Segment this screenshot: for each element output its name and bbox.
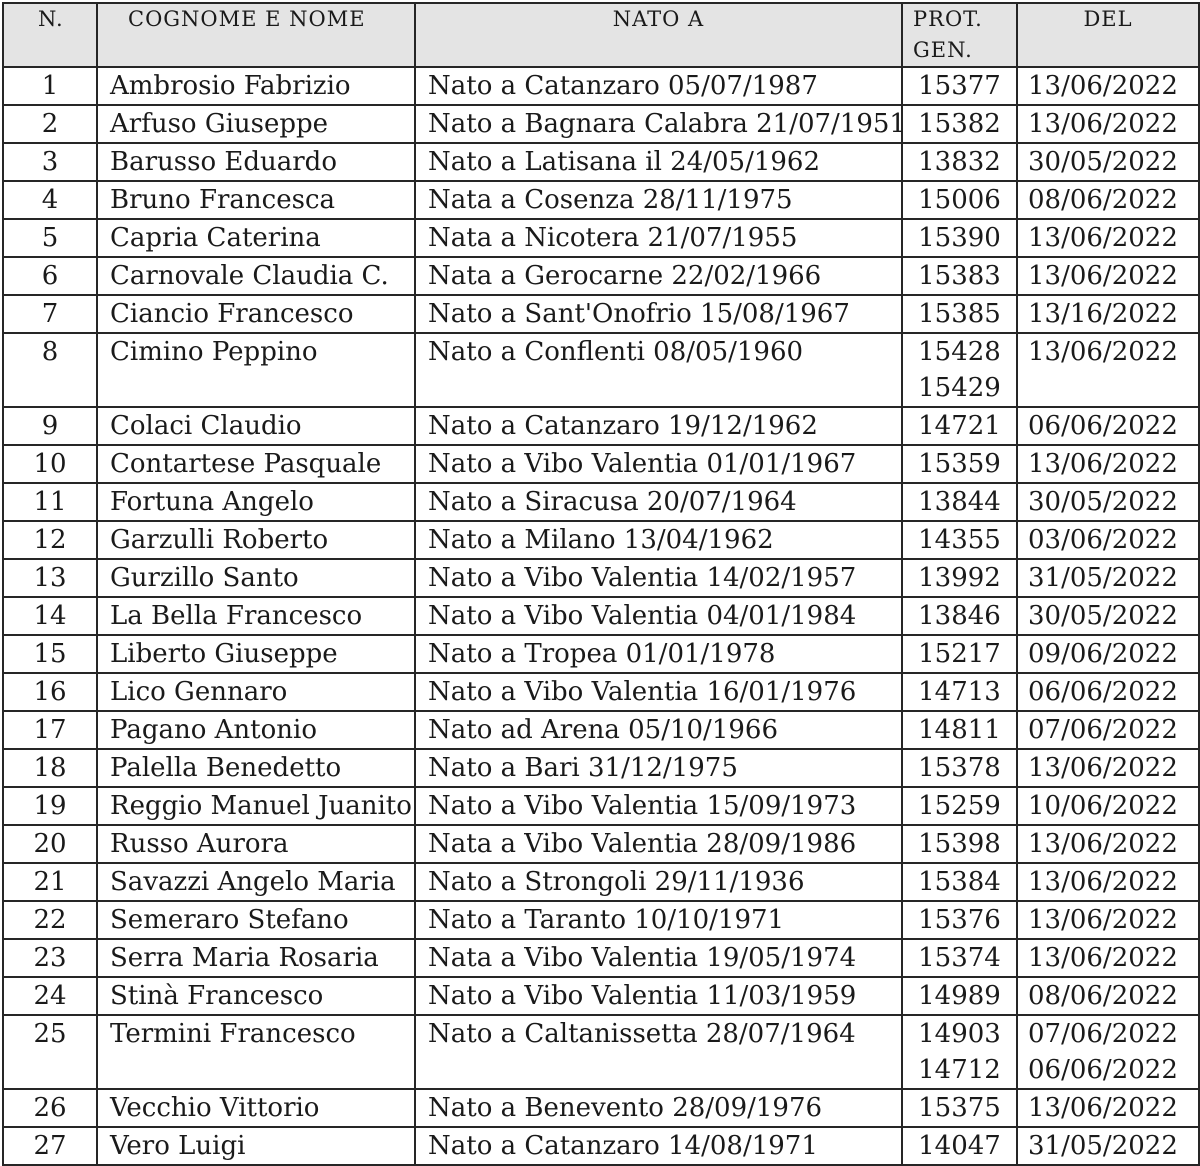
birth-info: Nato a Catanzaro 14/08/1971 [415, 1127, 902, 1165]
protocol-date-line: 31/05/2022 [1028, 1131, 1178, 1161]
protocol-date [1017, 407, 1199, 445]
person-name: Bruno Francesca [97, 181, 415, 219]
protocol-date [1017, 977, 1199, 1015]
protocol-number-line: 15259 [918, 791, 1001, 821]
person-name: Gurzillo Santo [97, 559, 415, 597]
header-birthplace: NATO A [415, 3, 902, 67]
table-row [3, 787, 1199, 825]
person-name: Garzulli Roberto [97, 521, 415, 559]
protocol-number-line: 15377 [918, 71, 1001, 101]
protocol-date-line: 30/05/2022 [1028, 487, 1178, 517]
protocol-number-line: 14811 [918, 715, 1001, 745]
table-row [3, 219, 1199, 257]
header-protocol-line2: GEN. [913, 38, 973, 62]
birth-info: Nata a Vibo Valentia 28/09/1986 [415, 825, 902, 863]
birth-info: Nato a Catanzaro 19/12/1962 [415, 407, 902, 445]
protocol-date-line: 13/06/2022 [1028, 71, 1178, 101]
row-number: 6 [3, 257, 97, 295]
table-row [3, 143, 1199, 181]
protocol-date-line: 06/06/2022 [1028, 677, 1178, 707]
birth-info: Nato a Siracusa 20/07/1964 [415, 483, 902, 521]
protocol-date [1017, 483, 1199, 521]
protocol-number-line: 15359 [918, 449, 1001, 479]
protocol-number [902, 143, 1017, 181]
person-name: Ambrosio Fabrizio [97, 67, 415, 105]
table-row [3, 749, 1199, 787]
birth-info: Nata a Vibo Valentia 19/05/1974 [415, 939, 902, 977]
table-row [3, 559, 1199, 597]
person-name: Ciancio Francesco [97, 295, 415, 333]
table-row [3, 1089, 1199, 1127]
header-row [3, 3, 1199, 67]
protocol-date-line: 10/06/2022 [1028, 791, 1178, 821]
protocol-number-line: 15384 [918, 867, 1001, 897]
protocol-number-line: 14713 [918, 677, 1001, 707]
protocol-date [1017, 521, 1199, 559]
birth-info: Nato a Latisana il 24/05/1962 [415, 143, 902, 181]
protocol-date-line: 07/06/2022 [1028, 715, 1178, 745]
protocol-date-line: 13/06/2022 [1028, 109, 1178, 139]
protocol-date [1017, 711, 1199, 749]
protocol-number [902, 483, 1017, 521]
row-number: 8 [3, 333, 97, 407]
row-number: 1 [3, 67, 97, 105]
header-protocol [902, 3, 1017, 67]
row-number: 25 [3, 1015, 97, 1089]
person-name: Semeraro Stefano [97, 901, 415, 939]
protocol-number [902, 939, 1017, 977]
table-row [3, 863, 1199, 901]
birth-info: Nato a Milano 13/04/1962 [415, 521, 902, 559]
protocol-date [1017, 257, 1199, 295]
protocol-number-line: 14047 [918, 1131, 1001, 1161]
table-row [3, 257, 1199, 295]
protocol-date [1017, 597, 1199, 635]
protocol-number-line: 15428 [918, 337, 1001, 367]
person-name: Reggio Manuel Juanito [97, 787, 415, 825]
protocol-number-line: 13992 [918, 563, 1001, 593]
table-row [3, 333, 1199, 407]
row-number: 23 [3, 939, 97, 977]
table-body [3, 67, 1199, 1165]
protocol-date [1017, 559, 1199, 597]
protocol-date [1017, 901, 1199, 939]
protocol-date [1017, 67, 1199, 105]
birth-info: Nato a Taranto 10/10/1971 [415, 901, 902, 939]
header-date: DEL [1017, 3, 1199, 67]
protocol-number-line: 15385 [918, 299, 1001, 329]
protocol-date-line: 31/05/2022 [1028, 563, 1178, 593]
protocol-date-line: 08/06/2022 [1028, 981, 1178, 1011]
person-name: Lico Gennaro [97, 673, 415, 711]
row-number: 18 [3, 749, 97, 787]
protocol-date [1017, 939, 1199, 977]
protocol-number-line: 14355 [918, 525, 1001, 555]
person-name: Termini Francesco [97, 1015, 415, 1089]
protocol-date-line: 09/06/2022 [1028, 639, 1178, 669]
table-row [3, 597, 1199, 635]
table-row [3, 711, 1199, 749]
protocol-number [902, 333, 1017, 407]
protocol-number [902, 787, 1017, 825]
protocol-date [1017, 143, 1199, 181]
protocol-date [1017, 825, 1199, 863]
table-row [3, 825, 1199, 863]
row-number: 15 [3, 635, 97, 673]
protocol-number [902, 1127, 1017, 1165]
protocol-number-line: 15383 [918, 261, 1001, 291]
protocol-date [1017, 787, 1199, 825]
person-name: Serra Maria Rosaria [97, 939, 415, 977]
protocol-number [902, 635, 1017, 673]
protocol-date-line: 06/06/2022 [1028, 1055, 1178, 1085]
birth-info: Nato a Vibo Valentia 15/09/1973 [415, 787, 902, 825]
birth-info: Nata a Cosenza 28/11/1975 [415, 181, 902, 219]
row-number: 26 [3, 1089, 97, 1127]
protocol-number [902, 181, 1017, 219]
header-name: COGNOME E NOME [97, 3, 415, 67]
row-number: 4 [3, 181, 97, 219]
protocol-date [1017, 1015, 1199, 1089]
person-name: Vecchio Vittorio [97, 1089, 415, 1127]
protocol-date [1017, 1089, 1199, 1127]
person-name: Arfuso Giuseppe [97, 105, 415, 143]
protocol-date-line: 13/06/2022 [1028, 1093, 1178, 1123]
protocol-number [902, 521, 1017, 559]
row-number: 13 [3, 559, 97, 597]
row-number: 20 [3, 825, 97, 863]
person-name: Cimino Peppino [97, 333, 415, 407]
protocol-number [902, 825, 1017, 863]
protocol-number-line: 15375 [918, 1093, 1001, 1123]
protocol-number-line: 13844 [918, 487, 1001, 517]
person-name: Pagano Antonio [97, 711, 415, 749]
protocol-date [1017, 635, 1199, 673]
row-number: 17 [3, 711, 97, 749]
protocol-date-line: 13/06/2022 [1028, 867, 1178, 897]
row-number: 24 [3, 977, 97, 1015]
protocol-date-line: 13/06/2022 [1028, 337, 1178, 367]
person-name: Capria Caterina [97, 219, 415, 257]
protocol-number [902, 597, 1017, 635]
table-row [3, 977, 1199, 1015]
row-number: 11 [3, 483, 97, 521]
protocol-date-line: 08/06/2022 [1028, 185, 1178, 215]
row-number: 19 [3, 787, 97, 825]
table-row [3, 1127, 1199, 1165]
birth-info: Nato ad Arena 05/10/1966 [415, 711, 902, 749]
birth-info: Nato a Sant'Onofrio 15/08/1967 [415, 295, 902, 333]
person-name: Fortuna Angelo [97, 483, 415, 521]
birth-info: Nato a Bari 31/12/1975 [415, 749, 902, 787]
protocol-number-line: 15374 [918, 943, 1001, 973]
table-row [3, 1015, 1199, 1089]
protocol-date-line: 13/16/2022 [1028, 299, 1178, 329]
protocol-number [902, 673, 1017, 711]
protocol-number [902, 559, 1017, 597]
protocol-number [902, 901, 1017, 939]
table-header [3, 3, 1199, 67]
row-number: 2 [3, 105, 97, 143]
protocol-number [902, 711, 1017, 749]
header-protocol-line1: PROT. [913, 7, 983, 31]
person-name: Palella Benedetto [97, 749, 415, 787]
protocol-date-line: 06/06/2022 [1028, 411, 1178, 441]
table-row [3, 295, 1199, 333]
birth-info: Nato a Benevento 28/09/1976 [415, 1089, 902, 1127]
protocol-number-line: 15382 [918, 109, 1001, 139]
protocol-number [902, 105, 1017, 143]
person-name: Savazzi Angelo Maria [97, 863, 415, 901]
birth-info: Nato a Bagnara Calabra 21/07/1951 [415, 105, 902, 143]
row-number: 14 [3, 597, 97, 635]
table-row [3, 181, 1199, 219]
person-name: Stinà Francesco [97, 977, 415, 1015]
row-number: 12 [3, 521, 97, 559]
protocol-date-line: 03/06/2022 [1028, 525, 1178, 555]
table-row [3, 67, 1199, 105]
birth-info: Nata a Gerocarne 22/02/1966 [415, 257, 902, 295]
protocol-date-line: 30/05/2022 [1028, 601, 1178, 631]
protocol-date [1017, 445, 1199, 483]
protocol-date-line: 13/06/2022 [1028, 829, 1178, 859]
protocol-date [1017, 1127, 1199, 1165]
protocol-date [1017, 181, 1199, 219]
person-name: Carnovale Claudia C. [97, 257, 415, 295]
protocol-number [902, 295, 1017, 333]
protocol-date [1017, 749, 1199, 787]
person-name: La Bella Francesco [97, 597, 415, 635]
header-number: N. [3, 3, 97, 67]
person-name: Liberto Giuseppe [97, 635, 415, 673]
protocol-number-line: 14989 [918, 981, 1001, 1011]
row-number: 3 [3, 143, 97, 181]
protocol-date [1017, 295, 1199, 333]
protocol-date [1017, 105, 1199, 143]
birth-info: Nata a Nicotera 21/07/1955 [415, 219, 902, 257]
table-row [3, 673, 1199, 711]
protocol-date-line: 13/06/2022 [1028, 449, 1178, 479]
row-number: 10 [3, 445, 97, 483]
row-number: 22 [3, 901, 97, 939]
protocol-date-line: 30/05/2022 [1028, 147, 1178, 177]
protocol-date [1017, 863, 1199, 901]
protocol-date-line: 13/06/2022 [1028, 261, 1178, 291]
person-name: Contartese Pasquale [97, 445, 415, 483]
row-number: 21 [3, 863, 97, 901]
protocol-number-line: 15217 [918, 639, 1001, 669]
row-number: 5 [3, 219, 97, 257]
protocol-number [902, 219, 1017, 257]
birth-info: Nato a Vibo Valentia 16/01/1976 [415, 673, 902, 711]
table-row [3, 521, 1199, 559]
protocol-number-line: 14903 [918, 1019, 1001, 1049]
protocol-number [902, 1089, 1017, 1127]
protocol-number [902, 977, 1017, 1015]
row-number: 27 [3, 1127, 97, 1165]
table-row [3, 483, 1199, 521]
birth-info: Nato a Vibo Valentia 14/02/1957 [415, 559, 902, 597]
birth-info: Nato a Conflenti 08/05/1960 [415, 333, 902, 407]
birth-info: Nato a Catanzaro 05/07/1987 [415, 67, 902, 105]
protocol-date [1017, 219, 1199, 257]
protocol-date-line: 13/06/2022 [1028, 943, 1178, 973]
protocol-number-line: 14721 [918, 411, 1001, 441]
protocol-number-line: 13846 [918, 601, 1001, 631]
table-row [3, 445, 1199, 483]
person-name: Colaci Claudio [97, 407, 415, 445]
protocol-number [902, 863, 1017, 901]
table-row [3, 407, 1199, 445]
protocol-number [902, 1015, 1017, 1089]
protocol-number-line: 15390 [918, 223, 1001, 253]
protocol-number [902, 67, 1017, 105]
protocol-number-line: 15398 [918, 829, 1001, 859]
protocol-number-line: 15006 [918, 185, 1001, 215]
protocol-number [902, 257, 1017, 295]
protocol-date [1017, 673, 1199, 711]
protocol-number [902, 445, 1017, 483]
birth-info: Nato a Tropea 01/01/1978 [415, 635, 902, 673]
protocol-number-line: 15429 [918, 373, 1001, 403]
protocol-number [902, 407, 1017, 445]
birth-info: Nato a Strongoli 29/11/1936 [415, 863, 902, 901]
table-row [3, 105, 1199, 143]
row-number: 16 [3, 673, 97, 711]
row-number: 7 [3, 295, 97, 333]
birth-info: Nato a Vibo Valentia 01/01/1967 [415, 445, 902, 483]
birth-info: Nato a Caltanissetta 28/07/1964 [415, 1015, 902, 1089]
protocol-number-line: 15376 [918, 905, 1001, 935]
table-row [3, 939, 1199, 977]
protocol-number-line: 15378 [918, 753, 1001, 783]
protocol-date-line: 13/06/2022 [1028, 753, 1178, 783]
protocol-date-line: 13/06/2022 [1028, 905, 1178, 935]
row-number: 9 [3, 407, 97, 445]
table-row [3, 635, 1199, 673]
registry-table [2, 2, 1200, 1166]
table-row [3, 901, 1199, 939]
person-name: Russo Aurora [97, 825, 415, 863]
protocol-date-line: 13/06/2022 [1028, 223, 1178, 253]
person-name: Vero Luigi [97, 1127, 415, 1165]
protocol-date [1017, 333, 1199, 407]
protocol-number [902, 749, 1017, 787]
protocol-date-line: 07/06/2022 [1028, 1019, 1178, 1049]
protocol-number-line: 14712 [918, 1055, 1001, 1085]
protocol-number-line: 13832 [918, 147, 1001, 177]
birth-info: Nato a Vibo Valentia 11/03/1959 [415, 977, 902, 1015]
birth-info: Nato a Vibo Valentia 04/01/1984 [415, 597, 902, 635]
person-name: Barusso Eduardo [97, 143, 415, 181]
